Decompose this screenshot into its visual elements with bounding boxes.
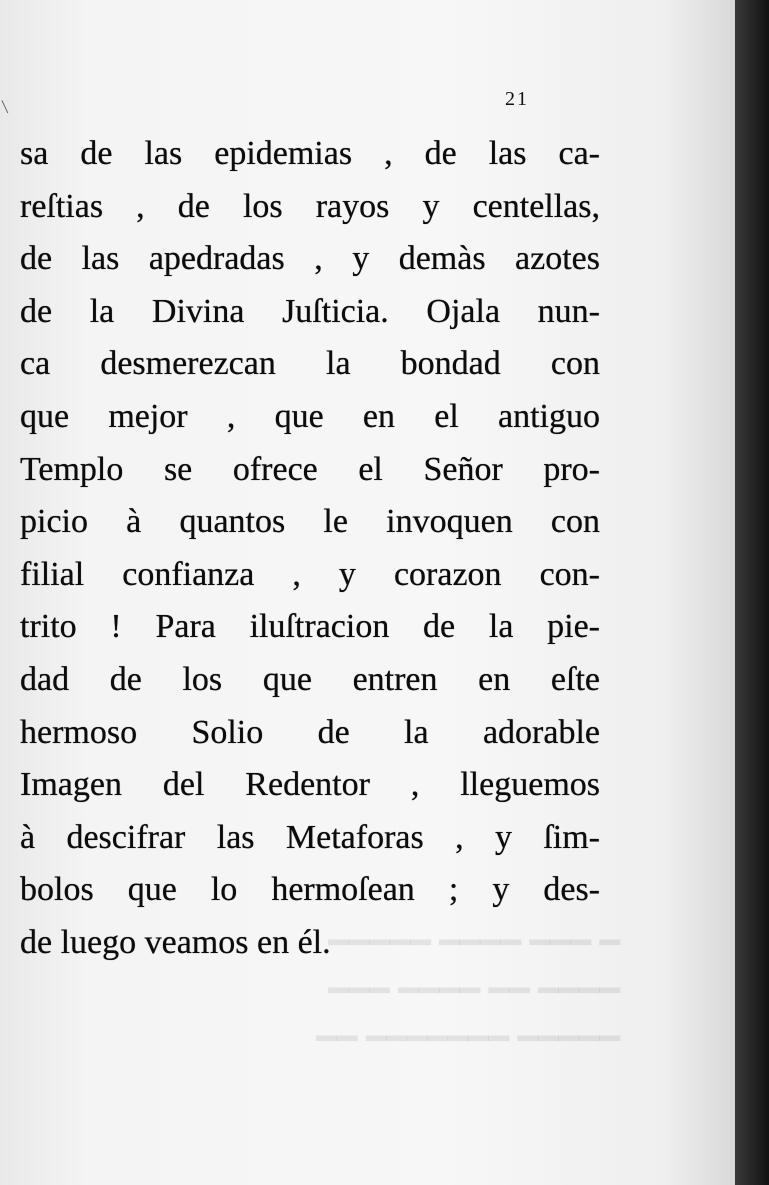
text-line: bolos que lo hermoſean ; y des- (20, 871, 600, 909)
text-line: que mejor , que en el antiguo (20, 397, 600, 435)
stray-ink-mark (1, 97, 15, 113)
body-text (20, 128, 600, 970)
text-line: de luego veamos en él. (20, 923, 331, 961)
text-line: Imagen del Redentor , lleguemos (20, 766, 600, 804)
text-line: trito ! Para iluſtracion de la pie- (20, 608, 600, 646)
book-gutter-shadow (735, 0, 769, 1185)
page-number: 21 (505, 88, 529, 110)
text-line: à descifrar las Metaforas , y ſim- (20, 818, 600, 856)
text-line: de las apedradas , y demàs azotes (20, 240, 600, 278)
text-line: Templo se ofrece el Señor pro- (20, 450, 600, 488)
text-line: filial confianza , y corazon con- (20, 555, 600, 593)
text-line: hermoso Solio de la adorable (20, 713, 600, 751)
text-line: sa de las epidemias , de las ca- (20, 135, 600, 172)
text-line: ca desmerezcan la bondad con (20, 345, 600, 383)
text-line: de la Divina Juſticia. Ojala nun- (20, 292, 600, 330)
text-line: picio à quantos le invoquen con (20, 503, 600, 541)
show-through-line: ━ ━━━ ━━━━ ━━━━━ (328, 925, 620, 962)
text-line: reſtias , de los rayos y centellas, (20, 187, 600, 225)
show-through-line: ━━━━ ━━ ━━━━ ━━━ (328, 973, 620, 1010)
text-line: dad de los que entren en eſte (20, 660, 600, 698)
show-through-line: ━━━━━ ━━━━━━━ ━━ (316, 1021, 620, 1058)
